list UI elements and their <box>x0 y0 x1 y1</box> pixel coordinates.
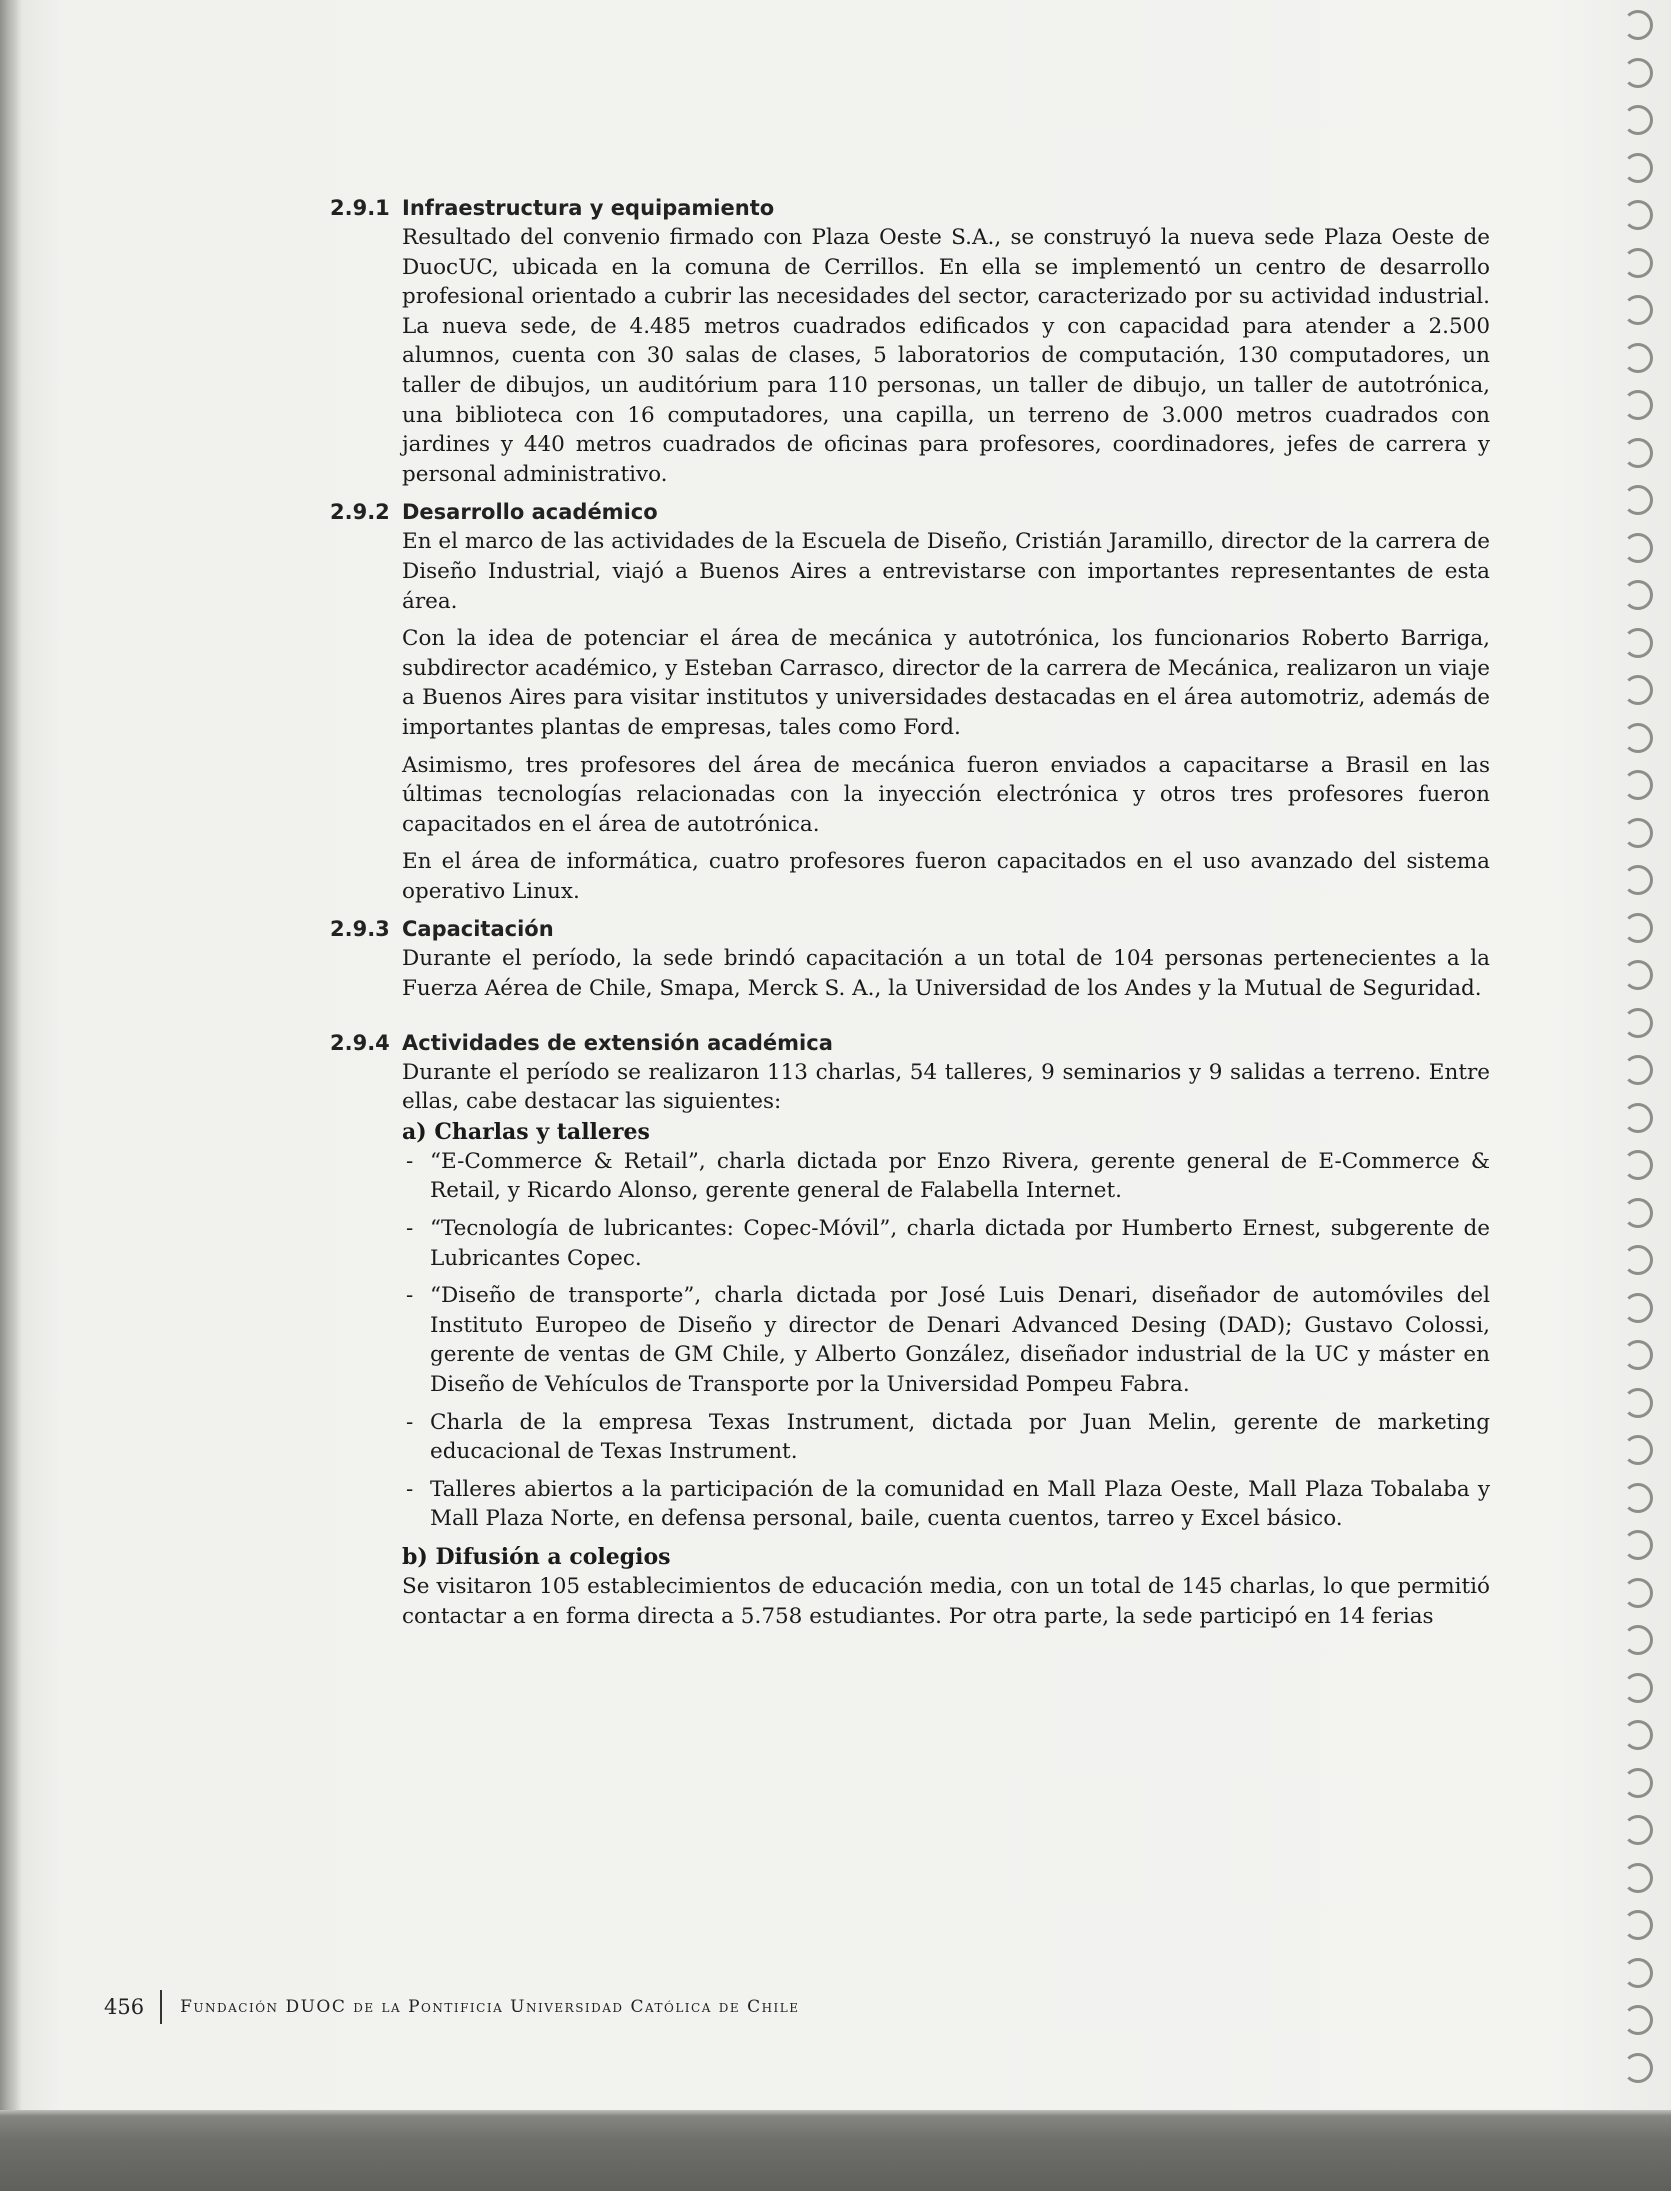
binding-ring <box>1623 1245 1653 1275</box>
page-footer <box>104 1990 800 2024</box>
list-item: - Charla de la empresa Texas Instrument, dictada por Juan Melin, gerente de marketing educacional de Texas Instrument. <box>402 1408 1490 1467</box>
section-title: Desarrollo académico <box>402 500 658 525</box>
binding-ring <box>1623 1103 1653 1133</box>
binding-ring <box>1623 10 1653 40</box>
binding-ring <box>1623 770 1653 800</box>
binding-ring <box>1623 1008 1653 1038</box>
binding-ring <box>1623 1055 1653 1085</box>
page-content <box>330 193 1490 1639</box>
binding-ring <box>1623 818 1653 848</box>
list-item: - “Diseño de transporte”, charla dictada por José Luis Denari, diseñador de automóviles del Instituto Europeo de Diseño y director de Denari Advanced Desing (DAD); Gustavo Colossi, gerente de ventas de GM Chile, y Alberto González, diseñador industrial de la UC y máster en Diseño de Vehículos de Transporte por la Universidad Pompeu Fabra. <box>402 1281 1490 1399</box>
section-body-2-9-4 <box>402 1058 1490 1632</box>
section-heading-2-9-4 <box>330 1028 1490 1058</box>
section-number: 2.9.3 <box>330 917 390 942</box>
binding-ring <box>1623 485 1653 515</box>
subheading-difusion: b) Difusión a colegios <box>402 1543 671 1570</box>
list-item: - “E-Commerce & Retail”, charla dictada por Enzo Rivera, gerente general de E-Commerce & Retail, y Ricardo Alonso, gerente general de Falabella Internet. <box>402 1147 1490 1206</box>
binding-shadow <box>0 0 22 2191</box>
section-number: 2.9.2 <box>330 500 390 525</box>
binding-ring <box>1623 960 1653 990</box>
binding-ring <box>1623 1198 1653 1228</box>
binding-ring <box>1623 1483 1653 1513</box>
publisher-name: Fundación DUOC de la Pontificia Universidad Católica de Chile <box>180 1997 800 2017</box>
binding-ring <box>1623 1530 1653 1560</box>
binding-ring <box>1623 1720 1653 1750</box>
section-body-2-9-3 <box>402 944 1490 1003</box>
section-title: Capacitación <box>402 917 554 942</box>
binding-ring <box>1623 1388 1653 1418</box>
paragraph: Se visitaron 105 establecimientos de educación media, con un total de 145 charlas, lo que permitió contactar a en forma directa a 5.758 estudiantes. Por otra parte, la sede participó en 14 ferias <box>402 1573 1490 1629</box>
binding-ring <box>1623 913 1653 943</box>
spiral-binding <box>1605 0 1665 2110</box>
binding-ring <box>1623 153 1653 183</box>
binding-ring <box>1623 533 1653 563</box>
binding-ring <box>1623 628 1653 658</box>
binding-ring <box>1623 2053 1653 2083</box>
paragraph: Durante el período se realizaron 113 charlas, 54 talleres, 9 seminarios y 9 salidas a terreno. Entre ellas, cabe destacar las siguientes: <box>402 1059 1490 1115</box>
paragraph: Asimismo, tres profesores del área de mecánica fueron enviados a capacitarse a Brasil en las últimas tecnologías relacionadas con la inyección electrónica y otros tres profesores fueron capacitados en el área de autotrónica. <box>402 752 1490 837</box>
binding-ring <box>1623 1578 1653 1608</box>
list-item: - Talleres abiertos a la participación de la comunidad en Mall Plaza Oeste, Mall Plaza Tobalaba y Mall Plaza Norte, en defensa personal, baile, cuenta cuentos, tarreo y Excel básico. <box>402 1475 1490 1534</box>
section-body-2-9-2 <box>402 527 1490 906</box>
section-heading-2-9-2 <box>330 497 1490 527</box>
binding-ring <box>1623 58 1653 88</box>
section-number: 2.9.1 <box>330 196 390 220</box>
binding-ring <box>1623 1625 1653 1655</box>
binding-ring <box>1623 390 1653 420</box>
binding-ring <box>1623 1673 1653 1703</box>
binding-ring <box>1623 295 1653 325</box>
binding-ring <box>1623 438 1653 468</box>
section-heading-2-9-1 <box>330 193 1490 223</box>
binding-ring <box>1623 1958 1653 1988</box>
binding-ring <box>1623 105 1653 135</box>
list-item: - “Tecnología de lubricantes: Copec-Móvil”, charla dictada por Humberto Ernest, subgerente de Lubricantes Copec. <box>402 1214 1490 1273</box>
paragraph: Durante el período, la sede brindó capacitación a un total de 104 personas pertenecientes a la Fuerza Aérea de Chile, Smapa, Merck S. A., la Universidad de los Andes y la Mutual de Seguridad. <box>402 946 1490 1002</box>
binding-ring <box>1623 1150 1653 1180</box>
binding-ring <box>1623 1768 1653 1798</box>
section-heading-2-9-3 <box>330 914 1490 944</box>
binding-ring <box>1623 248 1653 278</box>
scanner-bottom-edge <box>0 2110 1671 2191</box>
binding-ring <box>1623 723 1653 753</box>
binding-ring <box>1623 1863 1653 1893</box>
binding-ring <box>1623 1293 1653 1323</box>
binding-ring <box>1623 1435 1653 1465</box>
footer-divider <box>160 1990 162 2024</box>
talks-list <box>402 1147 1490 1534</box>
section-body-2-9-1 <box>402 223 1490 489</box>
section-number: 2.9.4 <box>330 1030 390 1055</box>
binding-ring <box>1623 580 1653 610</box>
paragraph: Resultado del convenio firmado con Plaza Oeste S.A., se construyó la nueva sede Plaza Oeste de DuocUC, ubicada en la comuna de Cerrillos. En ella se implementó un centro de desarrollo profesional orientado a cubrir las necesidades del sector, caracterizado por su actividad industrial. La nueva sede, de 4.485 metros cuadrados edificados y con capacidad para atender a 2.500 alumnos, cuenta con 30 salas de clases, 5 laboratorios de computación, 130 computadores, un taller de dibujos, un auditórium para 110 personas, un taller de dibujo, un taller de autotrónica, una biblioteca con 16 computadores, una capilla, un terreno de 3.000 metros cuadrados con jardines y 440 metros cuadrados de oficinas para profesores, coordinadores, jefes de carrera y personal administrativo. <box>402 225 1490 487</box>
paragraph: Con la idea de potenciar el área de mecánica y autotrónica, los funcionarios Roberto Barriga, subdirector académico, y Esteban Carrasco, director de la carrera de Mecánica, realizaron un viaje a Buenos Aires para visitar institutos y universidades destacadas en el área automotriz, además de importantes plantas de empresas, tales como Ford. <box>402 626 1490 740</box>
paragraph: En el marco de las actividades de la Escuela de Diseño, Cristián Jaramillo, director de la carrera de Diseño Industrial, viajó a Buenos Aires a entrevistarse con importantes representantes de esta área. <box>402 529 1490 614</box>
page-number: 456 <box>104 1995 145 2019</box>
binding-ring <box>1623 1340 1653 1370</box>
binding-ring <box>1623 1815 1653 1845</box>
binding-ring <box>1623 675 1653 705</box>
binding-ring <box>1623 343 1653 373</box>
section-title: Infraestructura y equipamiento <box>402 196 775 220</box>
binding-ring <box>1623 1910 1653 1940</box>
binding-ring <box>1623 865 1653 895</box>
section-title: Actividades de extensión académica <box>402 1030 833 1055</box>
binding-ring <box>1623 200 1653 230</box>
binding-ring <box>1623 2005 1653 2035</box>
subheading-charlas: a) Charlas y talleres <box>402 1118 650 1145</box>
paragraph: En el área de informática, cuatro profesores fueron capacitados en el uso avanzado del sistema operativo Linux. <box>402 849 1490 904</box>
